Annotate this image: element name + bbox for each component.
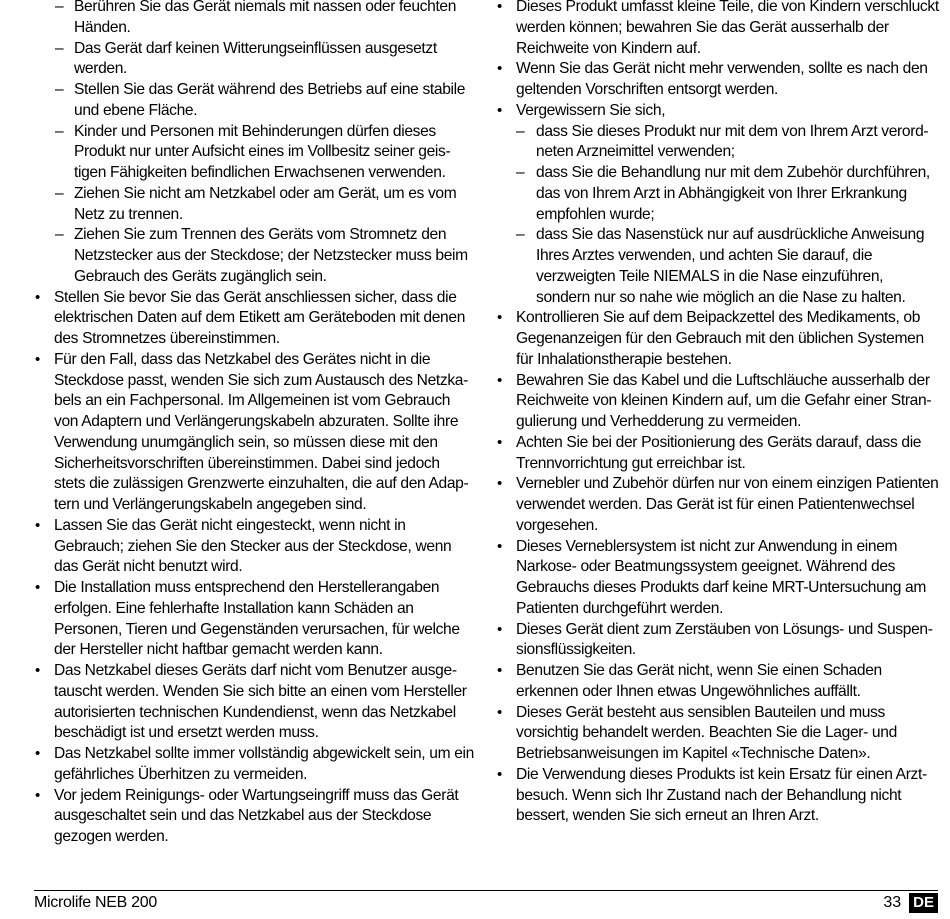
page-footer (34, 890, 938, 919)
list-item: – Kinder und Personen mit Behinderungen dürfen dieses Produkt nur unter Aufsicht eines im Vollbesitz seiner geistigen Fähigkeiten befindlichen Erwachsenen verwenden. (34, 122, 474, 184)
list-item: • Achten Sie bei der Positionierung des Geräts darauf, dass die Trennvorrichtung gut erreichbar ist. (496, 433, 940, 475)
left-dash-list (34, 0, 474, 288)
right-bullet-list (496, 0, 940, 827)
left-bullet-list (34, 288, 474, 848)
list-item: – Ziehen Sie zum Trennen des Geräts vom Stromnetz den Netzstecker aus der Steckdose; der Netzstecker muss beim Gebrauch des Geräts zugänglich sein. (34, 225, 474, 287)
list-item: • Dieses Verneblersystem ist nicht zur Anwendung in einem Narkose- oder Beatmungssystem geeignet. Während des Gebrauchs dieses Produkts darf keine MRT-Untersuchung am Patienten durchgeführt werden. (496, 537, 940, 620)
list-item: • Die Verwendung dieses Produkts ist kein Ersatz für einen Arztbesuch. Wenn sich Ihr Zustand nach der Behandlung nicht bessert, wenden Sie sich erneut an Ihren Arzt. (496, 765, 940, 827)
sub-list-item: – dass Sie die Behandlung nur mit dem Zubehör durchführen, das von Ihrem Arzt in Abhängigkeit von Ihrer Erkrankung empfohlen wurde; (516, 163, 940, 225)
left-column (34, 0, 474, 848)
list-item: • Das Netzkabel sollte immer vollständig abgewickelt sein, um ein gefährliches Überhitzen zu vermeiden. (34, 744, 474, 786)
product-name: Microlife NEB 200 (34, 894, 157, 911)
list-item: – Ziehen Sie nicht am Netzkabel oder am Gerät, um es vom Netz zu trennen. (34, 184, 474, 226)
list-item: – Berühren Sie das Gerät niemals mit nassen oder feuchten Händen. (34, 0, 474, 39)
list-item: • Für den Fall, dass das Netzkabel des Gerätes nicht in die Steckdose passt, wenden Sie sich zum Austausch des Netzkabels an ein Fachpersonal. Im Allgemeinen ist vom Gebrauch von Adaptern und Verlängerungskabeln abzuraten. Sollte ihre Verwendung unumgänglich sein, so müssen diese mit den Sicherheitsvorschriften übereinstimmen. Dabei sind jedoch stets die zulässigen Grenzwerte einzuhalten, die auf den Adaptern und Verlängerungskabeln angegeben sind. (34, 350, 474, 516)
sub-dash-list (516, 122, 940, 309)
list-item: • Wenn Sie das Gerät nicht mehr verwenden, sollte es nach den geltenden Vorschriften entsorgt werden. (496, 59, 940, 101)
list-item: • Bewahren Sie das Kabel und die Luftschläuche ausserhalb der Reichweite von kleinen Kindern auf, um die Gefahr einer Strangulierung und Verhedderung zu vermeiden. (496, 371, 940, 433)
list-item: • Kontrollieren Sie auf dem Beipackzettel des Medikaments, ob Gegenanzeigen für den Gebrauch mit den üblichen Systemen für Inhalationstherapie bestehen. (496, 308, 940, 370)
list-item: • Stellen Sie bevor Sie das Gerät anschliessen sicher, dass die elektrischen Daten auf dem Etikett am Geräteboden mit denen des Stromnetzes übereinstimmen. (34, 288, 474, 350)
list-item: • Lassen Sie das Gerät nicht eingesteckt, wenn nicht in Gebrauch; ziehen Sie den Stecker aus der Steckdose, wenn das Gerät nicht benutzt wird. (34, 516, 474, 578)
list-item: • Die Installation muss entsprechend den Herstellerangaben erfolgen. Eine fehlerhafte Installation kann Schäden an Personen, Tieren und Gegenständen verursachen, für welche der Hersteller nicht haftbar gemacht werden kann. (34, 578, 474, 661)
list-item: • Dieses Produkt umfasst kleine Teile, die von Kindern verschluckt werden können; bewahren Sie das Gerät ausserhalb der Reichweite von Kindern auf. (496, 0, 940, 59)
right-column (496, 0, 940, 827)
page-number: 33 (883, 894, 902, 911)
sub-list-item: – dass Sie dieses Produkt nur mit dem von Ihrem Arzt verordneten Arzneimittel verwenden; (516, 122, 940, 164)
list-item: • Vernebler und Zubehör dürfen nur von einem einzigen Patienten verwendet werden. Das Gerät ist für einen Patientenwechsel vorgesehen. (496, 474, 940, 536)
sub-list-item: – dass Sie das Nasenstück nur auf ausdrückliche Anweisung Ihres Arztes verwenden, und achten Sie darauf, die verzweigten Teile NIEMALS in die Nase einzuführen, sondern nur so nahe wie möglich an die Nase zu halten. (516, 225, 940, 308)
list-item: • Benutzen Sie das Gerät nicht, wenn Sie einen Schaden erkennen oder Ihnen etwas Ungewöhnliches auffällt. (496, 661, 940, 703)
language-badge: DE (909, 893, 938, 913)
page-info (883, 893, 938, 913)
list-item (496, 101, 940, 309)
list-item: – Das Gerät darf keinen Witterungseinflüssen ausgesetzt werden. (34, 39, 474, 81)
list-item-text: Vergewissern Sie sich, (516, 101, 666, 119)
list-item: – Stellen Sie das Gerät während des Betriebs auf eine stabile und ebene Fläche. (34, 80, 474, 122)
list-item: • Dieses Gerät besteht aus sensiblen Bauteilen und muss vorsichtig behandelt werden. Beachten Sie die Lager- und Betriebsanweisungen im Kapitel «Technische Daten». (496, 703, 940, 765)
list-item: • Das Netzkabel dieses Geräts darf nicht vom Benutzer ausgetauscht werden. Wenden Sie sich bitte an einen vom Hersteller autorisierten technischen Kundendienst, wenn das Netzkabel beschädigt ist und ersetzt werden muss. (34, 661, 474, 744)
list-item: • Dieses Gerät dient zum Zerstäuben von Lösungs- und Suspensionsflüssigkeiten. (496, 620, 940, 662)
list-item: • Vor jedem Reinigungs- oder Wartungseingriff muss das Gerät ausgeschaltet sein und das Netzkabel aus der Steckdose gezogen werden. (34, 786, 474, 848)
